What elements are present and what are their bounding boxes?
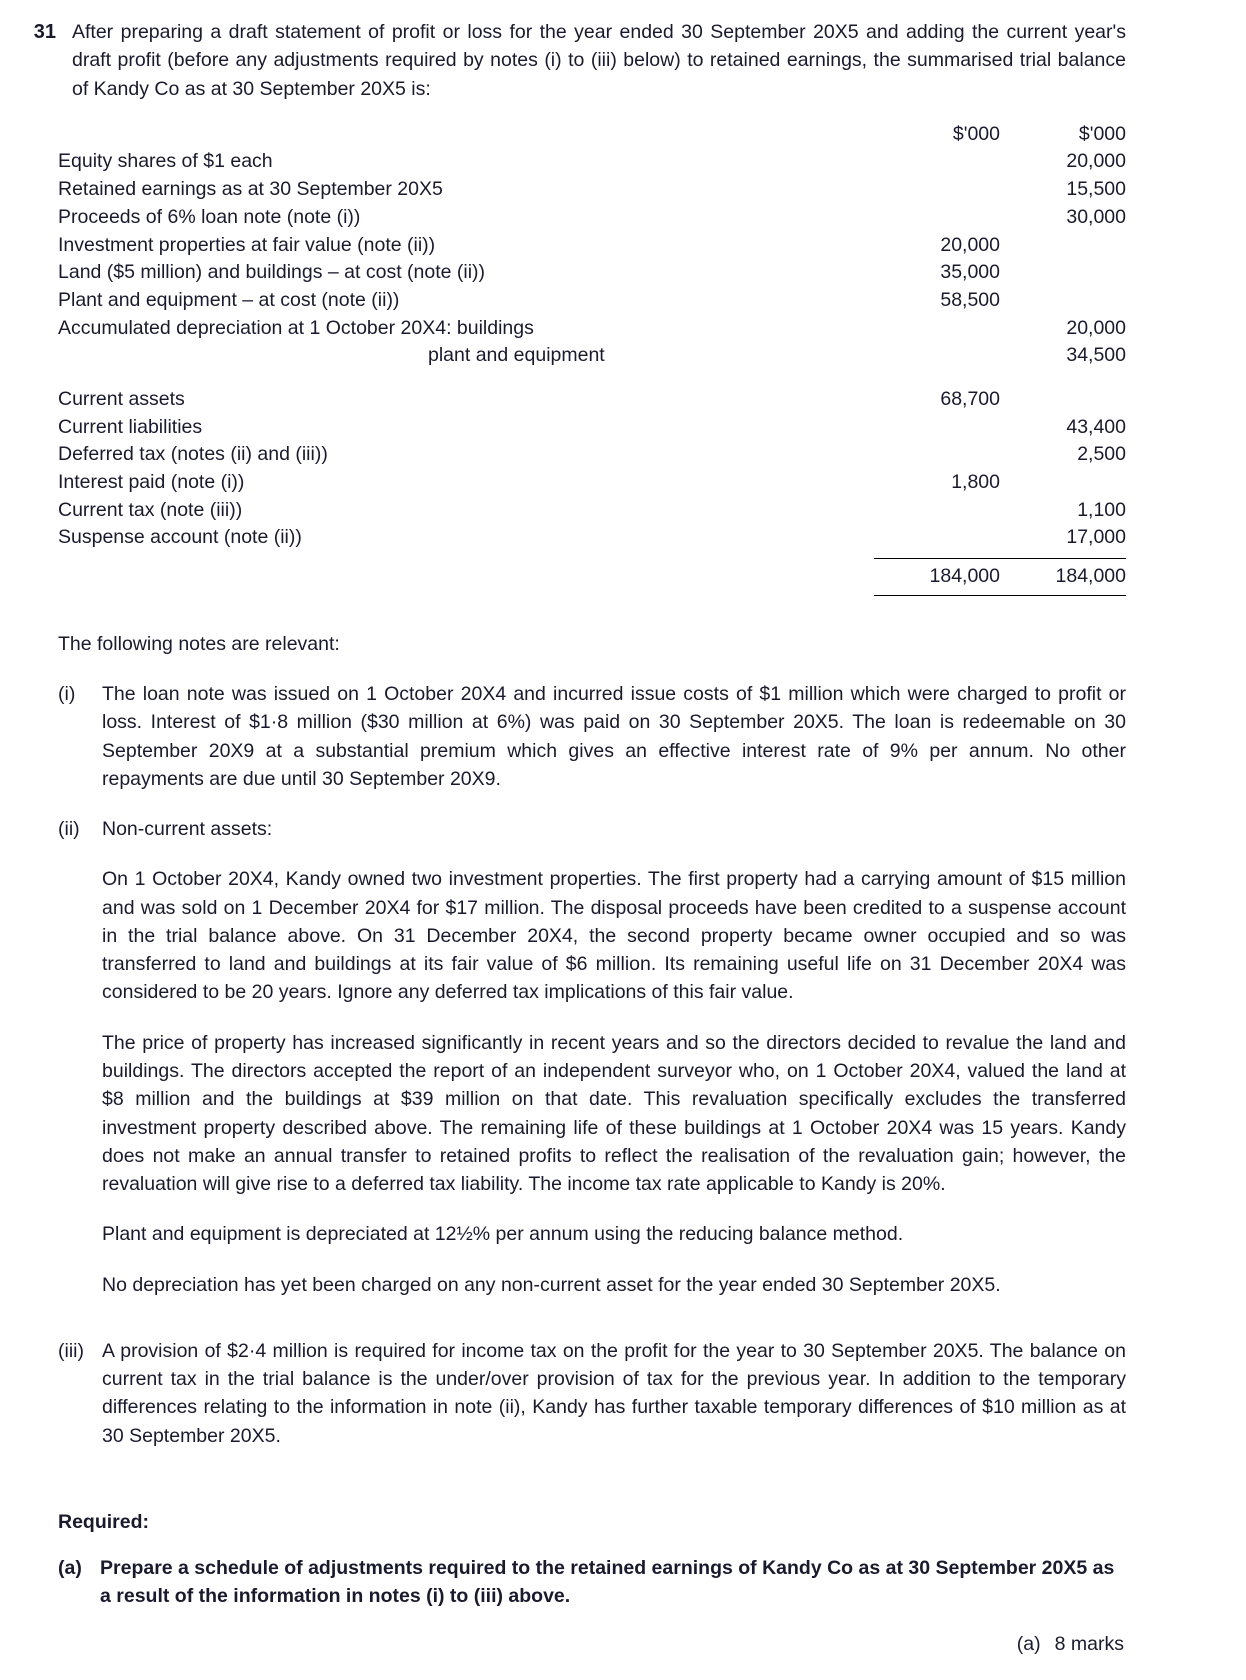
row-label-sub: plant and equipment (428, 344, 605, 367)
marks-label: (a) (1016, 1632, 1041, 1655)
note-marker: (i) (58, 683, 76, 706)
row-label: Land ($5 million) and buildings – at cost (note (ii)) (58, 261, 486, 284)
row-credit: 30,000 (1066, 205, 1126, 228)
rule-credit (1000, 552, 1126, 563)
row-label: Interest paid (note (i)) (58, 471, 245, 494)
row-label: Retained earnings as at 30 September 20X5 (58, 178, 443, 201)
note-heading: Non-current assets: (102, 818, 273, 841)
totals-label (58, 563, 874, 591)
row-debit (874, 342, 1000, 370)
row-label: Equity shares of $1 each (58, 150, 273, 173)
required-item (0, 1554, 1246, 1611)
table-row (58, 287, 1126, 315)
note-paragraph: A provision of $2·4 million is required for income tax on the profit for the year to 30 September 20X5. The balance on current tax in the trial balance is the under/over provision of tax for the previous year. In addition to the temporary differences relating to the information in note (ii), Kandy has further taxable temporary differences of $10 million as at 30 September 20X5. (102, 1339, 1126, 1447)
row-debit (874, 148, 1000, 176)
rule-debit (874, 552, 1000, 563)
row-debit: 20,000 (940, 233, 1000, 256)
note-i-section (0, 680, 1246, 793)
row-credit: 20,000 (1066, 150, 1126, 173)
table-row (58, 469, 1126, 497)
row-label: Proceeds of 6% loan note (note (i)) (58, 205, 361, 228)
row-label: Current tax (note (iii)) (58, 498, 243, 521)
row-label: Current assets (58, 387, 185, 410)
table-row (58, 204, 1126, 232)
row-credit: 20,000 (1066, 316, 1126, 339)
row-label: Deferred tax (notes (ii) and (iii)) (58, 443, 328, 466)
table-row (58, 441, 1126, 469)
note-paragraph: No depreciation has yet been charged on any non-current asset for the year ended 30 September 20X5. (102, 1273, 1001, 1296)
table-row (58, 259, 1126, 287)
row-debit (874, 204, 1000, 232)
row-label: Investment properties at fair value (note (ii)) (58, 233, 436, 256)
trial-balance-table (58, 121, 1126, 596)
row-credit (1000, 386, 1126, 414)
note-iii-section (0, 1337, 1246, 1450)
row-label: Suspense account (note (ii)) (58, 526, 302, 549)
row-credit: 1,100 (1077, 498, 1126, 521)
note-marker: (iii) (58, 1339, 84, 1362)
table-row (58, 232, 1126, 260)
row-credit (1000, 232, 1126, 260)
note-content (102, 865, 1126, 1298)
header-spacer (58, 121, 874, 149)
required-item-text: Prepare a schedule of adjustments required to the retained earnings of Kandy Co as at 30 September 20X5 as a result of the information in notes (i) to (iii) above. (100, 1557, 1115, 1608)
row-credit: 43,400 (1066, 415, 1126, 438)
column-header-credit: $'000 (1078, 122, 1126, 145)
table-row (58, 497, 1126, 525)
table-row (58, 148, 1126, 176)
row-debit: 68,700 (940, 387, 1000, 410)
note-ii-section (0, 815, 1246, 1299)
marks-line (1017, 1630, 1124, 1658)
note-content (102, 1337, 1126, 1450)
row-debit (874, 414, 1000, 442)
totals-row (58, 563, 1126, 591)
column-header-debit: $'000 (952, 122, 1000, 145)
table-row (58, 315, 1126, 343)
note-item (58, 1337, 1126, 1450)
question-intro-text: After preparing a draft statement of profit or loss for the year ended 30 September 20X5 and adding the current year's draft profit (before any adjustments required by notes (i) to (iii) below) to retained earnings, the summarised trial balance of Kandy Co as at 30 September 20X5 is: (72, 21, 1126, 100)
rule-spacer (58, 552, 874, 563)
table-row (58, 414, 1126, 442)
note-marker: (ii) (58, 818, 80, 841)
table-row (58, 342, 1126, 370)
row-debit (874, 441, 1000, 469)
note-item (58, 815, 1126, 843)
row-debit: 58,500 (940, 288, 1000, 311)
row-credit: 15,500 (1066, 178, 1126, 201)
row-debit: 35,000 (940, 261, 1000, 284)
question-number: 31 (33, 21, 56, 43)
question-block (0, 0, 1246, 103)
row-debit (874, 497, 1000, 525)
row-credit: 2,500 (1077, 443, 1126, 466)
note-content (102, 680, 1126, 793)
required-item-marker: (a) (58, 1557, 82, 1580)
note-item (58, 680, 1126, 793)
row-debit: 1,800 (951, 471, 1000, 494)
row-credit: 34,500 (1066, 344, 1126, 367)
note-content (102, 815, 1126, 843)
row-debit (874, 176, 1000, 204)
row-debit (874, 524, 1000, 552)
table-row (58, 386, 1126, 414)
row-credit (1000, 469, 1126, 497)
note-ii-body (58, 865, 1126, 1298)
table-header-row (58, 121, 1126, 149)
required-heading: Required: (58, 1510, 150, 1533)
marks-value: 8 marks (1054, 1632, 1124, 1655)
note-paragraph-block (102, 865, 1126, 1298)
note-paragraph: On 1 October 20X4, Kandy owned two investment properties. The first property had a carrying amount of $15 million and was sold on 1 December 20X4 for $17 million. The disposal proceeds have been credited to a suspense account in the trial balance above. On 31 December 20X4, the second property became owner occupied and so was transferred to land and buildings at its fair value of $6 million. Its remaining useful life on 31 December 20X4 was considered to be 20 years. Ignore any deferred tax implications of this fair value. (102, 868, 1126, 1004)
row-label: Plant and equipment – at cost (note (ii)) (58, 288, 400, 311)
notes-intro-text: The following notes are relevant: (58, 632, 340, 655)
trial-balance-section (0, 121, 1246, 596)
row-label: Current liabilities (58, 415, 203, 438)
totals-rule-row (58, 552, 1126, 563)
row-credit: 17,000 (1066, 526, 1126, 549)
note-paragraph: Plant and equipment is depreciated at 12½% per annum using the reducing balance method. (102, 1223, 904, 1246)
note-paragraph: The price of property has increased significantly in recent years and so the directors decided to revalue the land and buildings. The directors accepted the report of an independent surveyor who, on 1 October 20X4, valued the land at $8 million and the buildings at $39 million on that date. This revaluation specifically excludes the transferred investment property described above. The remaining life of these buildings at 1 October 20X4 was 15 years. Kandy does not make an annual transfer to retained profits to reflect the realisation of the revaluation gain; however, the revaluation will give rise to a deferred tax liability. The income tax rate applicable to Kandy is 20%. (102, 1031, 1126, 1196)
note-paragraph: The loan note was issued on 1 October 20X4 and incurred issue costs of $1 million which were charged to profit or loss. Interest of $1·8 million ($30 million at 6%) was paid on 30 September 20X5. The loan is redeemable on 30 September 20X9 at a substantial premium which gives an effective interest rate of 9% per annum. No other repayments are due until 30 September 20X9. (102, 683, 1126, 790)
row-credit (1000, 259, 1126, 287)
row-credit (1000, 287, 1126, 315)
row-label: Accumulated depreciation at 1 October 20X4: buildings (58, 316, 534, 339)
row-debit (874, 315, 1000, 343)
row-label-cell (58, 342, 874, 370)
table-row (58, 176, 1126, 204)
table-row (58, 524, 1126, 552)
notes-intro-section (0, 630, 1246, 658)
totals-debit: 184,000 (929, 565, 1000, 588)
totals-credit: 184,000 (1055, 565, 1126, 588)
row-spacer (58, 370, 1126, 386)
